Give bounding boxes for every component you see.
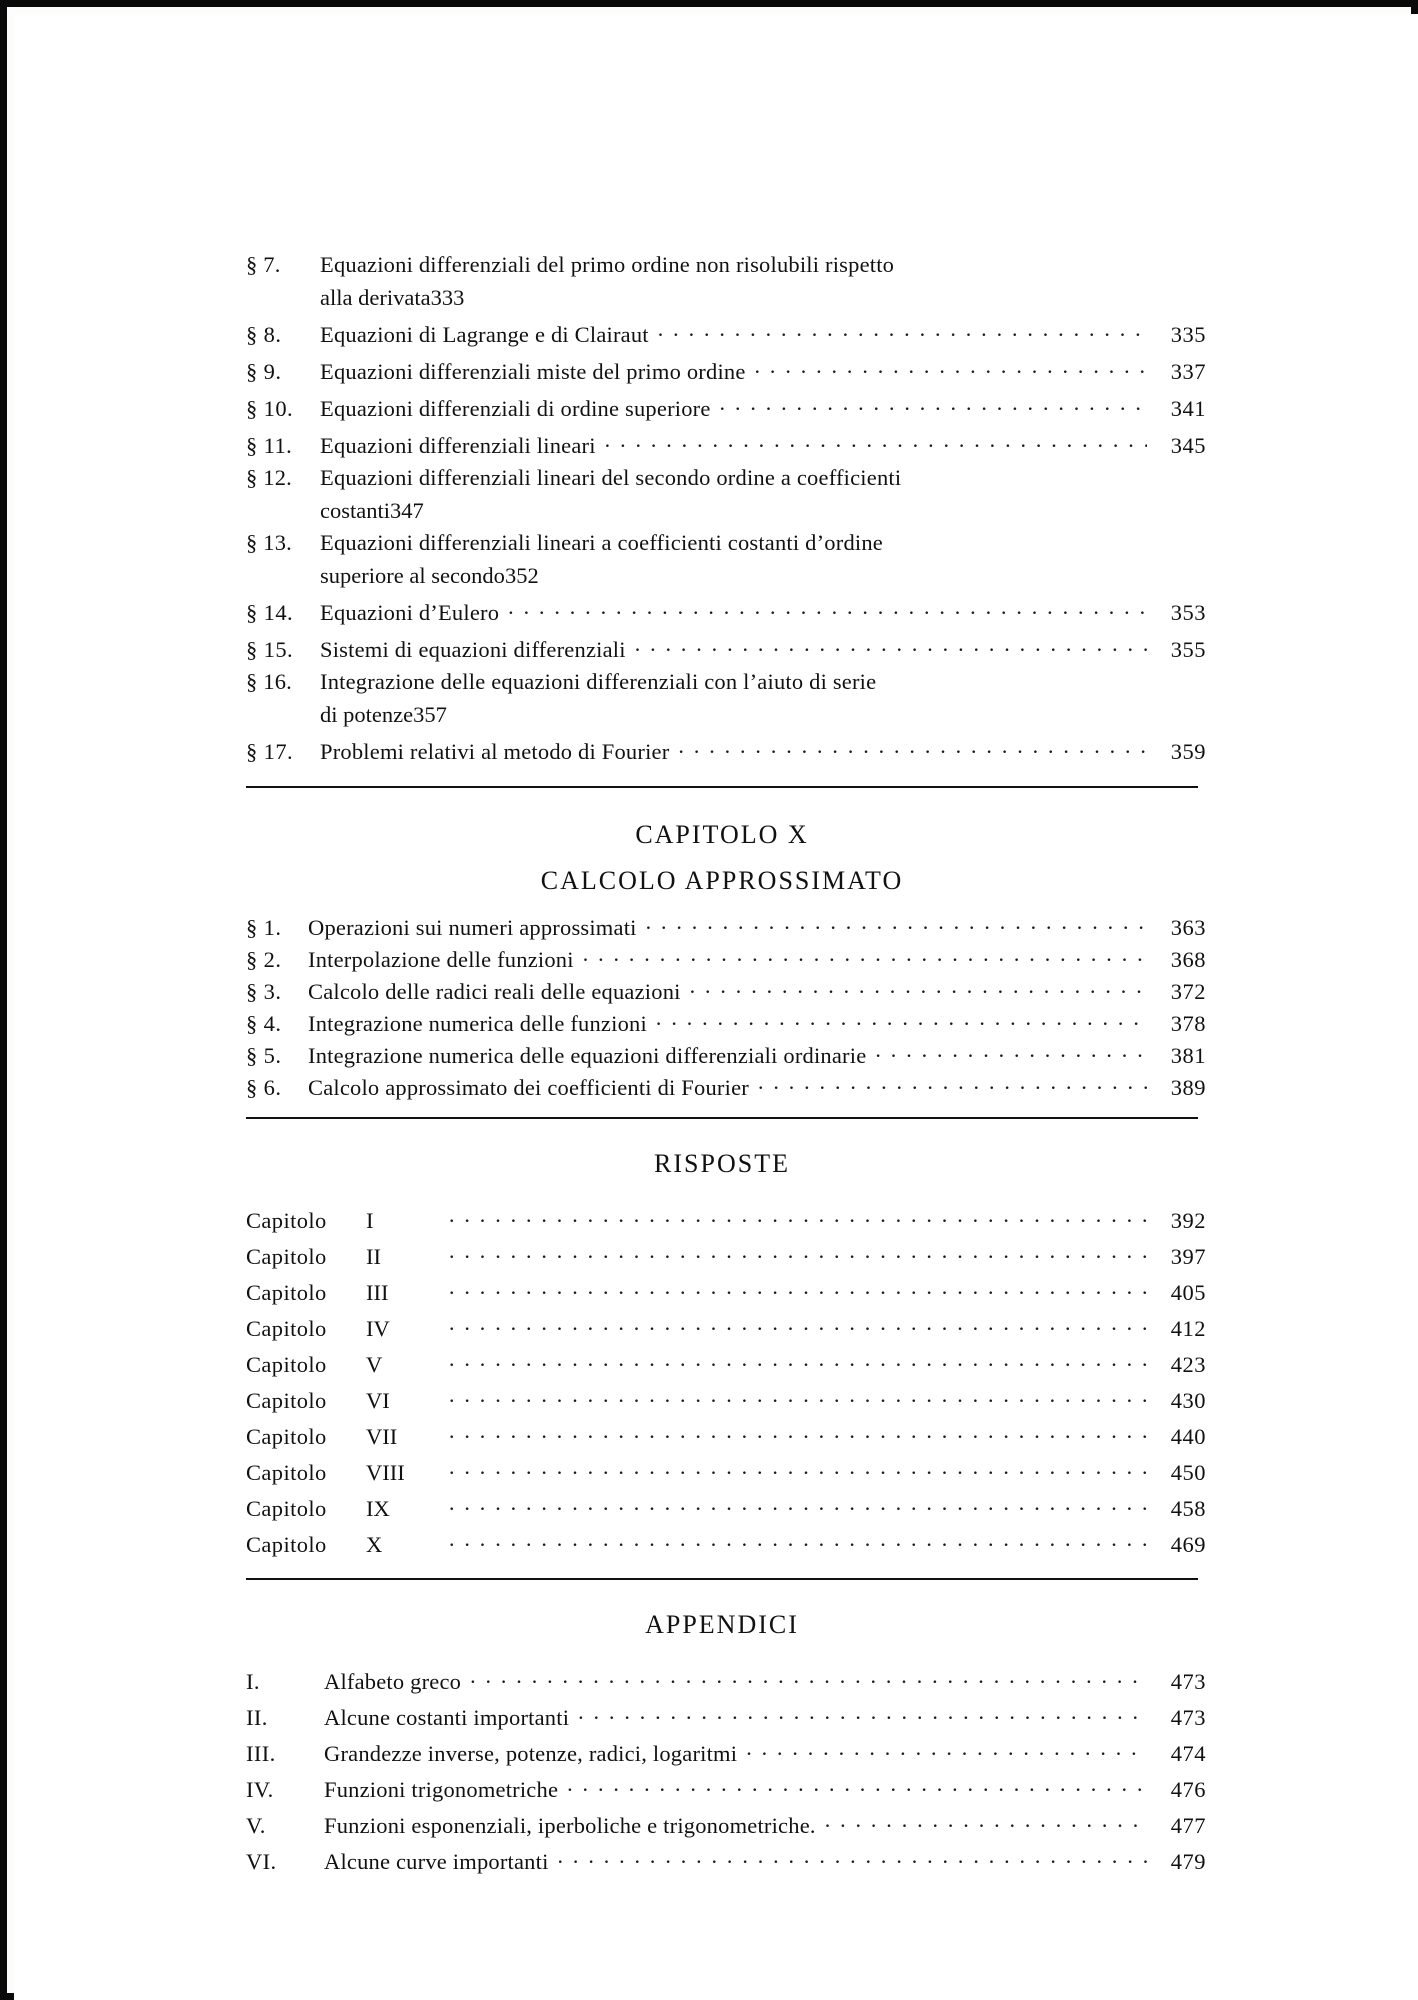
page-surface — [14, 14, 1418, 2000]
entry-page: 368 — [1170, 946, 1206, 972]
entry-roman: VII — [366, 1423, 398, 1449]
section-divider-2 — [246, 1104, 1206, 1119]
entry-page: 333 — [430, 284, 465, 310]
entry-title: Equazioni differenziali del primo ordine non risolubili rispetto — [320, 252, 895, 277]
entry-label: Capitolo — [246, 1279, 327, 1305]
toc-entry — [246, 1385, 1206, 1412]
section-divider-1 — [246, 773, 1206, 788]
toc-entry — [246, 736, 1206, 763]
entry-title: Integrazione delle equazioni differenziali con l’aiuto di serie — [320, 669, 877, 694]
dot-leader — [635, 634, 1147, 657]
entry-page: 372 — [1170, 978, 1206, 1004]
entry-title: Funzioni trigonometriche — [324, 1776, 559, 1802]
entry-page: 450 — [1170, 1459, 1206, 1485]
dot-leader — [508, 597, 1147, 620]
toc-entry — [246, 1493, 1206, 1520]
entry-number: § 7. — [246, 252, 281, 277]
entry-title: Alcune curve importanti — [324, 1848, 549, 1874]
entry-page: 337 — [1170, 358, 1206, 384]
dot-leader — [875, 1040, 1147, 1063]
toc-entry — [246, 319, 1206, 346]
dot-leader — [449, 1205, 1147, 1228]
entry-number: § 11. — [246, 432, 293, 458]
dot-leader — [825, 1810, 1147, 1833]
dot-leader — [449, 1385, 1147, 1408]
toc-entry — [246, 634, 1206, 661]
entry-number: § 9. — [246, 358, 282, 384]
risposte-heading: RISPOSTE — [654, 1149, 790, 1178]
entry-page: 347 — [389, 497, 424, 523]
entry-number: § 17. — [246, 738, 293, 764]
appendici-heading: APPENDICI — [645, 1610, 799, 1639]
entry-page: 341 — [1170, 395, 1206, 421]
entry-number: § 3. — [246, 978, 282, 1004]
toc-entry — [246, 1457, 1206, 1484]
toc-entry — [246, 356, 1206, 383]
entry-title: Calcolo approssimato dei coefficienti di Fourier — [308, 1074, 749, 1100]
dot-leader — [690, 976, 1147, 999]
dot-leader — [720, 393, 1147, 416]
toc-entry — [246, 1421, 1206, 1448]
entry-page: 389 — [1170, 1074, 1206, 1100]
dot-leader — [678, 736, 1147, 759]
toc-entry — [246, 976, 1206, 1003]
entry-page: 335 — [1170, 321, 1206, 347]
entry-page: 355 — [1170, 636, 1206, 662]
dot-leader — [583, 944, 1147, 967]
entry-page: 474 — [1170, 1740, 1206, 1766]
entry-page: 458 — [1170, 1495, 1206, 1521]
entry-number: § 16. — [246, 669, 292, 694]
entry-page: 476 — [1170, 1776, 1206, 1802]
section-divider-3 — [246, 1565, 1206, 1580]
toc-entry — [246, 1846, 1206, 1873]
toc-entry — [246, 1702, 1206, 1729]
toc-entry — [246, 1072, 1206, 1099]
entry-title: Equazioni d’Eulero — [320, 599, 500, 625]
table-of-contents — [246, 254, 1206, 1882]
entry-number: § 14. — [246, 599, 293, 625]
entry-number: § 12. — [246, 465, 292, 490]
entry-title: Sistemi di equazioni differenziali — [320, 636, 626, 662]
toc-entry — [246, 1008, 1206, 1035]
dot-leader — [470, 1666, 1147, 1689]
dot-leader — [449, 1277, 1147, 1300]
toc-entry — [246, 1040, 1206, 1067]
entry-title-cont: costanti — [320, 497, 390, 523]
entry-label: Capitolo — [246, 1243, 327, 1269]
entry-label: Capitolo — [246, 1315, 327, 1341]
dot-leader — [746, 1738, 1147, 1761]
toc-entry-line — [246, 532, 1206, 555]
entry-label: Capitolo — [246, 1351, 327, 1377]
entry-title-cont: di potenze — [320, 701, 414, 727]
toc-entry-line — [246, 671, 1206, 694]
dot-leader — [449, 1421, 1147, 1444]
entry-page: 392 — [1170, 1207, 1206, 1233]
toc-entry-line — [246, 254, 1206, 277]
toc-entry — [246, 1313, 1206, 1340]
entry-label: Capitolo — [246, 1531, 327, 1557]
dot-leader — [567, 1774, 1147, 1797]
entry-number: IV. — [246, 1776, 274, 1802]
dot-leader — [578, 1702, 1147, 1725]
entry-page: 430 — [1170, 1387, 1206, 1413]
entry-number: III. — [246, 1740, 276, 1766]
entry-title: Equazioni differenziali lineari a coefficienti costanti d’ordine — [320, 530, 883, 555]
entry-roman: V — [366, 1351, 383, 1377]
dot-leader — [449, 1349, 1147, 1372]
toc-section-chapter-ix — [246, 254, 1206, 763]
entry-title: Calcolo delle radici reali delle equazioni — [308, 978, 681, 1004]
toc-entry-continuation — [246, 284, 1206, 310]
entry-page: 469 — [1170, 1531, 1206, 1557]
entry-number: § 10. — [246, 395, 293, 421]
toc-entry — [246, 912, 1206, 939]
entry-title: Operazioni sui numeri approssimati — [308, 914, 637, 940]
entry-title: Funzioni esponenziali, iperboliche e trigonometriche. — [324, 1812, 816, 1838]
toc-section-capitolo-x — [246, 820, 1206, 1099]
toc-entry — [246, 1241, 1206, 1268]
entry-roman: X — [366, 1531, 383, 1557]
chapter-heading: CAPITOLO X — [635, 820, 809, 849]
entry-title: Equazioni differenziali miste del primo ordine — [320, 358, 746, 384]
dot-leader — [558, 1846, 1147, 1869]
dot-leader — [646, 912, 1147, 935]
toc-entry — [246, 430, 1206, 457]
entry-number: II. — [246, 1704, 268, 1730]
entry-page: 345 — [1170, 432, 1206, 458]
entry-title: Integrazione numerica delle funzioni — [308, 1010, 647, 1036]
entry-label: Capitolo — [246, 1495, 327, 1521]
entry-page: 405 — [1170, 1279, 1206, 1305]
entry-title: Integrazione numerica delle equazioni differenziali ordinarie — [308, 1042, 867, 1068]
entry-page: 378 — [1170, 1010, 1206, 1036]
entry-page: 397 — [1170, 1243, 1206, 1269]
entry-label: Capitolo — [246, 1387, 327, 1413]
dot-leader — [755, 356, 1147, 379]
entry-title: Alcune costanti importanti — [324, 1704, 570, 1730]
entry-title: Interpolazione delle funzioni — [308, 946, 574, 972]
entry-number: VI. — [246, 1848, 277, 1874]
dot-leader — [449, 1313, 1147, 1336]
entry-page: 352 — [504, 562, 539, 588]
toc-entry-line — [246, 467, 1206, 490]
toc-section-appendici — [246, 1610, 1206, 1873]
dot-leader — [449, 1457, 1147, 1480]
entry-title: Equazioni differenziali di ordine superiore — [320, 395, 711, 421]
entry-number: I. — [246, 1668, 260, 1694]
dot-leader — [449, 1529, 1147, 1552]
entry-page: 412 — [1170, 1315, 1206, 1341]
entry-roman: IV — [366, 1315, 390, 1341]
entry-title: Equazioni differenziali lineari del secondo ordine a coefficienti — [320, 465, 902, 490]
dot-leader — [656, 1008, 1147, 1031]
toc-entry — [246, 597, 1206, 624]
dot-leader — [605, 430, 1147, 453]
dot-leader — [449, 1493, 1147, 1516]
toc-entry — [246, 944, 1206, 971]
entry-page: 440 — [1170, 1423, 1206, 1449]
toc-entry — [246, 1349, 1206, 1376]
toc-entry — [246, 1738, 1206, 1765]
entry-number: § 2. — [246, 946, 282, 972]
entry-title-cont: superiore al secondo — [320, 562, 505, 588]
entry-number: § 13. — [246, 530, 292, 555]
entry-number: § 4. — [246, 1010, 282, 1036]
entry-roman: VIII — [366, 1459, 405, 1485]
entry-title: Equazioni differenziali lineari — [320, 432, 596, 458]
entry-number: V. — [246, 1812, 266, 1838]
toc-entry — [246, 393, 1206, 420]
toc-entry — [246, 1529, 1206, 1556]
toc-section-risposte — [246, 1149, 1206, 1556]
dot-leader — [758, 1072, 1147, 1095]
entry-page: 473 — [1170, 1704, 1206, 1730]
entry-title: Problemi relativi al metodo di Fourier — [320, 738, 670, 764]
entry-number: § 1. — [246, 914, 282, 940]
dot-leader — [658, 319, 1147, 342]
toc-entry — [246, 1666, 1206, 1693]
toc-entry-continuation — [246, 701, 1206, 727]
entry-roman: IX — [366, 1495, 390, 1521]
entry-label: Capitolo — [246, 1423, 327, 1449]
entry-page: 423 — [1170, 1351, 1206, 1377]
entry-roman: VI — [366, 1387, 390, 1413]
entry-page: 473 — [1170, 1668, 1206, 1694]
entry-number: § 8. — [246, 321, 282, 347]
entry-page: 479 — [1170, 1848, 1206, 1874]
entry-roman: I — [366, 1207, 374, 1233]
entry-roman: III — [366, 1279, 389, 1305]
entry-title-cont: alla derivata — [320, 284, 431, 310]
toc-entry-continuation — [246, 562, 1206, 588]
toc-entry-continuation — [246, 497, 1206, 523]
entry-title: Alfabeto greco — [324, 1668, 462, 1694]
entry-label: Capitolo — [246, 1207, 327, 1233]
dot-leader — [449, 1241, 1147, 1264]
entry-label: Capitolo — [246, 1459, 327, 1485]
entry-number: § 5. — [246, 1042, 282, 1068]
toc-entry — [246, 1810, 1206, 1837]
entry-number: § 15. — [246, 636, 293, 662]
entry-page: 359 — [1170, 738, 1206, 764]
entry-page: 353 — [1170, 599, 1206, 625]
toc-entry — [246, 1277, 1206, 1304]
toc-entry — [246, 1774, 1206, 1801]
entry-number: § 6. — [246, 1074, 282, 1100]
chapter-subheading: CALCOLO APPROSSIMATO — [540, 866, 904, 895]
entry-roman: II — [366, 1243, 381, 1269]
entry-page: 477 — [1170, 1812, 1206, 1838]
entry-page: 381 — [1170, 1042, 1206, 1068]
entry-page: 357 — [413, 701, 447, 727]
entry-title: Equazioni di Lagrange e di Clairaut — [320, 321, 649, 347]
entry-page: 363 — [1170, 914, 1206, 940]
toc-entry — [246, 1205, 1206, 1232]
entry-title: Grandezze inverse, potenze, radici, logaritmi — [324, 1740, 738, 1766]
